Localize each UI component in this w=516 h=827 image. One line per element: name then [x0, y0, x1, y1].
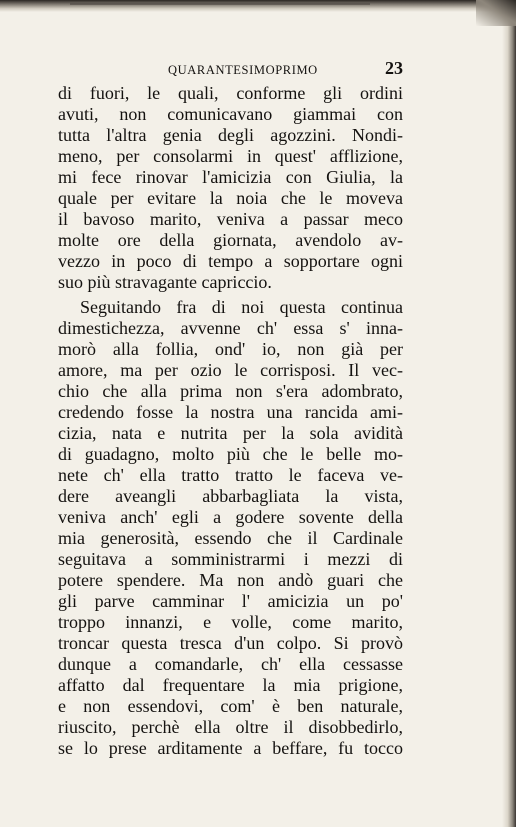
text-line: mia generosità, essendo che il Cardinale [58, 528, 403, 548]
text-line: seguitava a somministrarmi i mezzi di [58, 549, 403, 569]
text-line: di guadagno, molto più che le belle mo- [58, 444, 403, 464]
text-line: dimestichezza, avvenne ch' essa s' inna- [58, 318, 403, 338]
page-corner-shadow [476, 0, 516, 26]
text-line: cizia, nata e nutrita per la sola avidità [58, 423, 403, 443]
page-header [58, 58, 403, 81]
text-line: meno, per consolarmi in quest' afflizione, [58, 146, 403, 166]
page-number: 23 [385, 58, 403, 78]
text-line: tutta l'altra genia degli agozzini. Nondi- [58, 125, 403, 145]
text-line: troppo innanzi, e volle, come marito, [58, 612, 403, 632]
text-line: amore, ma per ozio le corrisposi. Il vec- [58, 360, 403, 380]
page-top-fleck [70, 3, 370, 5]
text-line: dunque a comandarle, ch' ella cessasse [58, 654, 403, 674]
text-line: se lo prese arditamente a beffare, fu tocco [58, 738, 403, 758]
text-line: dere aveangli abbarbagliata la vista, [58, 486, 403, 506]
text-line: riuscito, perchè ella oltre il disobbedirlo, [58, 717, 403, 737]
text-line: affatto dal frequentare la mia prigione, [58, 675, 403, 695]
text-line: quale per evitare la noia che le moveva [58, 188, 403, 208]
text-line: vezzo in poco di tempo a sopportare ogni [58, 251, 403, 271]
text-line: potere spendere. Ma non andò guari che [58, 570, 403, 590]
text-line: il bavoso marito, veniva a passar meco [58, 209, 403, 229]
page-top-edge [0, 0, 516, 12]
text-line: credendo fosse la nostra una rancida ami- [58, 402, 403, 422]
text-line: veniva anch' egli a godere sovente della [58, 507, 403, 527]
text-line: troncar questa tresca d'un colpo. Si provò [58, 633, 403, 653]
text-line: nete ch' ella tratto tratto le faceva ve- [58, 465, 403, 485]
text-line: e non essendovi, com' è ben naturale, [58, 696, 403, 716]
text-line: morò alla follia, ond' io, non già per [58, 339, 403, 359]
text-line: avuti, non comunicavano giammai con [58, 104, 403, 124]
page-right-edge [502, 0, 516, 827]
text-line: Seguitando fra di noi questa continua [80, 297, 403, 317]
text-line: molte ore della giornata, avendolo av- [58, 230, 403, 250]
text-line: chio che alla prima non s'era adombrato, [58, 381, 403, 401]
text-line: gli parve camminar l' amicizia un po' [58, 591, 403, 611]
running-head: QUARANTESIMOPRIMO [168, 63, 318, 77]
text-line: di fuori, le quali, conforme gli ordini [58, 83, 403, 103]
text-line: suo più stravagante capriccio. [58, 272, 272, 292]
text-line: mi fece rinovar l'amicizia con Giulia, la [58, 167, 403, 187]
body-text [58, 83, 403, 759]
